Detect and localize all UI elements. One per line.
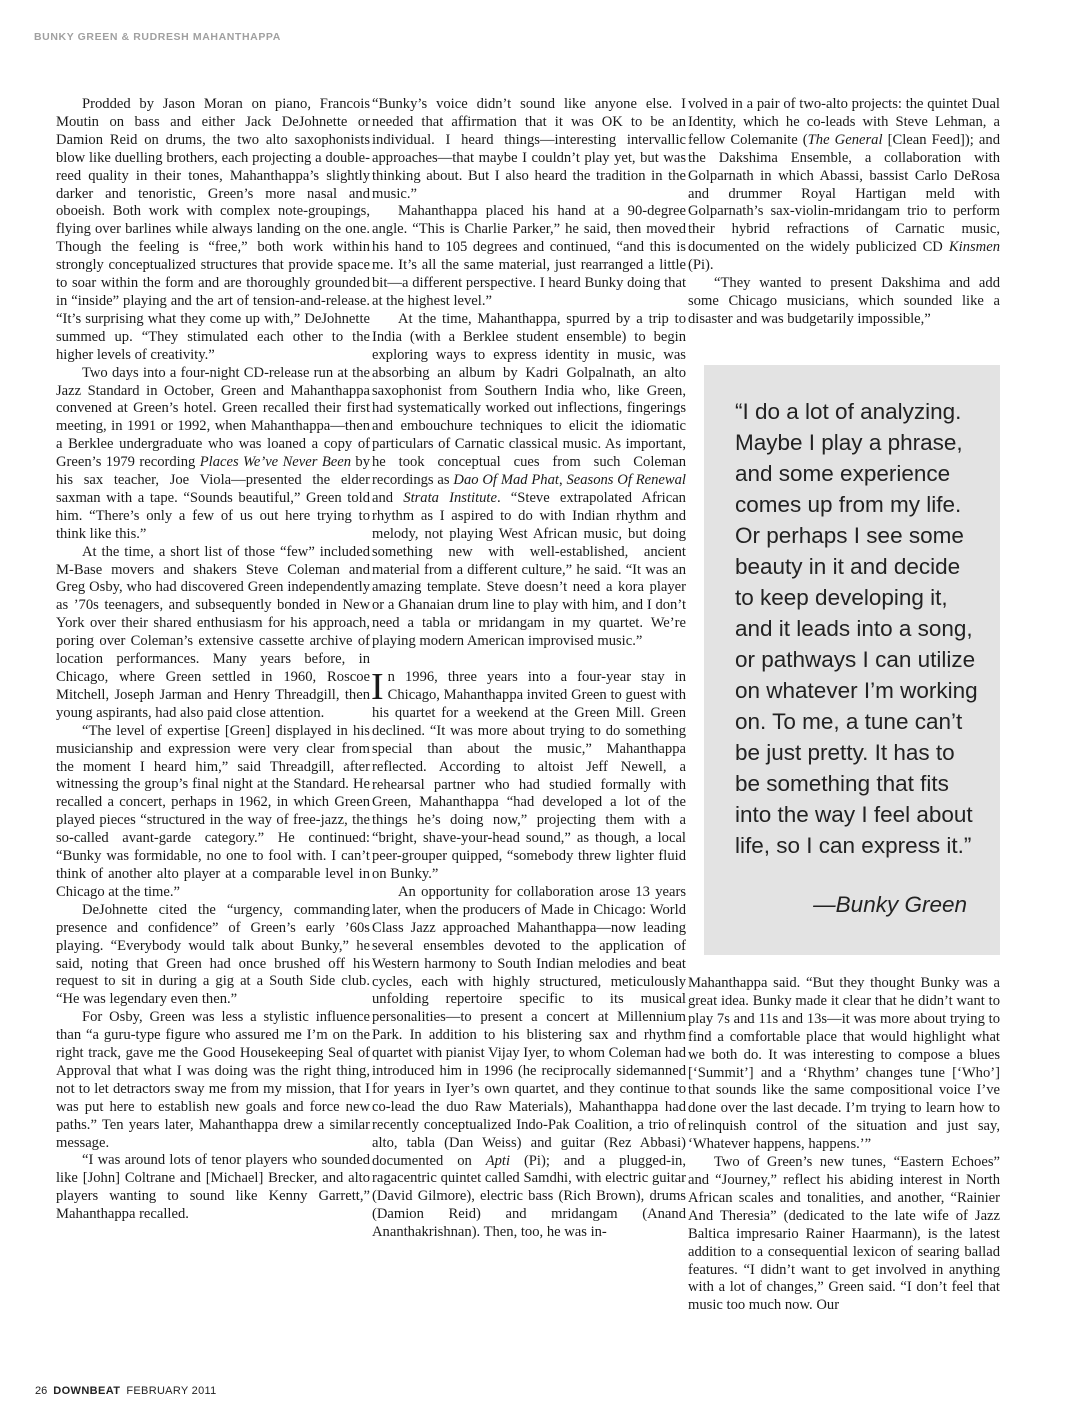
body-paragraph: Two of Green’s new tunes, “Eastern Echoes” and “Journey,” reflect his abiding interest in North African scales and tonalities, and another, “Rainier And Theresia” (dedicated to the late wife of Jazz Baltica impresario Rainer Haarmann), is the latest addition to a consequential lexicon of searing ballad features. “I didn’t want to get involved in anything with a lot of changes,” Green said. “I don’t feel that music too much now. Our xyxy=(688,1154,1000,1314)
pullquote-attribution: —Bunky Green xyxy=(813,892,967,917)
issue-date: FEBRUARY 2011 xyxy=(126,1385,217,1397)
article-column-2 xyxy=(372,96,686,1242)
article-column-3-top xyxy=(688,96,1000,329)
magazine-name: DOWNBEAT xyxy=(53,1385,121,1397)
album-title: The General xyxy=(807,131,883,148)
album-title: Places We’ve Never Been xyxy=(199,454,351,471)
drop-cap: I xyxy=(371,666,384,709)
article-column-1 xyxy=(56,96,370,1224)
section-paragraph: In 1996, three years into a four-year stay in Chicago, Mahanthappa invited Green to guest with his quartet for a weekend at the Green Mill. Green declined. “It was more about trying to do something special than about the music,” Mahanthappa reflected. According to altoist Jeff Newell, a rehearsal partner who had studied formally with Green, Mahanthappa “had developed a lot of the things he’s doing now,” projecting them with a “bright, shave-your-head sound,” as though, a local peer-grouper quipped, “somebody threw lighter fluid on Bunky.” xyxy=(371,666,686,883)
article-column-3-bottom xyxy=(688,975,1000,1315)
body-paragraph: “They wanted to present Dakshima and add some Chicago musicians, which sounded like a disaster and was budgetarily impossible,” xyxy=(688,275,1000,327)
body-paragraph: Two days into a four-night CD-release run at the Jazz Standard in October, Green and Mahanthappa convened at Green’s hotel. Green recalled their first meeting, in 1991 or 1992, when Mahanthappa—then a Berklee undergraduate who was loaned a copy of Green’s 1979 recording Places We’ve Never Been by his sax teacher, Joe Viola—presented the elder saxman with a tape. “Sounds beautiful,” Green told him. “There’s only a few of us out here trying to think like this.” xyxy=(56,364,371,542)
body-paragraph: Prodded by Jason Moran on piano, Francois Moutin on bass and either Jack DeJohnette or Damion Reid on drums, the two alto saxophonists blow like duelling brothers, each projecting a double-reed quality in their tones, Mahanthappa’s slightly darker and tenoristic, Green’s more nasal and oboeish. Both work with complex note-groupings, flying over barlines while always landing on the one. Though the feeling is “free,” both work within strongly conceptualized structures that provide space to soar within the form and are thoroughly grounded in “inside” playing and the art of tension-and-release. “It’s surprising what they come up with,” DeJohnette summed up. “They stimulated each other to the higher levels of creativity.” xyxy=(56,96,370,363)
album-title: Seasons Of Renewal xyxy=(566,472,686,489)
pullquote-text: “I do a lot of analyzing. Maybe I play a phrase, and some experience comes up from my life. Or perhaps I see some beauty in it and decide to keep developing it, and it leads into a song, or pathways I can utilize on whatever I’m working on. To me, a tune can’t be just pretty. It has to be something that fits into the way I feel about life, so I can express it.” xyxy=(735,399,978,858)
body-paragraph: DeJohnette cited the “urgency, commanding presence and confidence” of Green’s early ’60s playing. “Everybody would talk about Bunky,” he said, noting that Green had once brushed off his request to sit in during a gig at a South Side club. “He was legendary even then.” xyxy=(56,901,370,1008)
body-paragraph: At the time, Mahanthappa, spurred by a trip to India (with a Berklee student ensemble) to begin exploring ways to express identity in music, was absorbing an album by Kadri Golpalnath, an alto saxophonist from Southern India who, like Green, had systematically worked out inflections, fingerings and embouchure techniques to elicit the idiomatic particulars of Carnatic classical music. As important, he took conceptual cues from such Coleman recordings as Dao Of Mad Phat, Seasons Of Renewal and Strata Institute. “Steve extrapolated African rhythm as I aspired to do with Indian rhythm and melody, not playing West African music, but doing something new with well-established, ancient material from a different culture,” he said. “It was an amazing template. Steve doesn’t need a kora player or a Ghanaian drum line to play with him, and I don’t need a tabla or mridangam in my quartet. We’re playing modern American improvised music.” xyxy=(372,310,686,650)
body-paragraph: At the time, a short list of those “few” included M-Base movers and shakers Steve Coleman and Greg Osby, who had discovered Green independently as ’70s teenagers, and subsequently bonded in New York over their shared enthusiasm for his approach, poring over Coleman’s extensive cassette archive of location performances. Many years before, in Chicago, where Green settled in 1960, Roscoe Mitchell, Joseph Jarman and Henry Threadgill, then young aspirants, had also paid close attention. xyxy=(56,543,370,721)
body-paragraph: An opportunity for collaboration arose 13 years later, when the producers of Made in Chicago: World Class Jazz approached Mahanthappa—now leading several ensembles devoted to the application of Western harmony to South Indian melodies and beat cycles, each with highly structured, meticulously unfolding repertoire specific to its musical personalities—to present a concert at Millennium Park. In addition to his blistering sax and rhythm quartet with pianist Vijay Iyer, to whom Coleman had introduced him in 1996 (he reciprocally sidemanned for years in Iyer’s own quartet, and they continue to co-lead the duo Raw Materials), Mahanthappa had recently conceptualized Indo-Pak Coalition, a trio of alto, tabla (Dan Weiss) and guitar (Rez Abbasi) documented on Apti (Pi); and a plugged-in, ragacentric quintet called Samdhi, with electric guitar (David Gilmore), electric bass (Rich Brown), drums (Damion Reid) and mridangam (Anand Ananthakrishnan). Then, too, he was in- xyxy=(372,883,687,1241)
body-paragraph: Mahanthappa said. “But they thought Bunky was a great idea. Bunky made it clear that he didn’t want to play 7s and 11s and 13s—it was more about trying to find a comfortable place that would highlight what we both do. It was interesting to compose a blues [‘Summit’] and a ‘Rhythm’ changes tune [‘Who’] that sounds like the same compositional voice I’ve done over the last decade. I’m trying to learn how to relinquish control of the situation and just say, ‘Whatever happens, happens.’” xyxy=(688,975,1000,1153)
page-folio xyxy=(35,1385,217,1397)
album-title: Kinsmen xyxy=(948,239,1000,256)
body-paragraph: For Osby, Green was less a stylistic influence than “a guru-type figure who assured me I’m on the right track, gave me the Good Housekeeping Seal of Approval that what I was doing was the right thing, not to let detractors sway me from my mission, that I was put here to establish new goals and force new paths.” Ten years later, Mahanthappa drew a similar message. xyxy=(56,1009,370,1151)
body-paragraph: “Bunky’s voice didn’t sound like anyone else. I needed that affirmation that it was OK to be an individual. I heard things—interesting intervallic approaches—that maybe I couldn’t play yet, but was thinking about. But I also heard the tradition in the music.” xyxy=(372,96,686,202)
body-paragraph: “I was around lots of tenor players who sounded like [John] Coltrane and [Michael] Brecker, and alto players wanting to sound like Kenny Garrett,” Mahanthappa recalled. xyxy=(56,1152,370,1223)
body-paragraph: “The level of expertise [Green] displayed in his musicianship and expression were very clear from the moment I heard him,” said Threadgill, after witnessing the group’s final night at the Standard. He recalled a concert, perhaps in 1962, in which Green played pieces “structured in the way of free-jazz, the so-called avant-garde category.” He continued: “Bunky was formidable, no one to fool with. I can’t think of another alto player at a comparable level in Chicago at the time.” xyxy=(56,722,370,900)
body-paragraph: volved in a pair of two-alto projects: the quintet Dual Identity, which he co-leads with Steve Lehman, a fellow Colemanite (The General [Clean Feed]); and the Dakshima Ensemble, a collaboration with Golparnath in which Abassi, bassist Carlo DeRosa and drummer Royal Hartigan meld with Golparnath’s sax-violin-mridangam trio to perform their hybrid refractions of Carnatic music, documented on the widely publicized CD Kinsmen (Pi). xyxy=(688,96,1000,274)
album-title: Dao Of Mad Phat xyxy=(453,472,559,489)
album-title: Strata Institute xyxy=(403,489,497,506)
body-paragraph: Mahanthappa placed his hand at a 90-degree angle. “This is Charlie Parker,” he said, then moved his hand to 105 degrees and continued, “and this is me. It’s all the same material, just rearranged a little bit—a different perspective. I heard Bunky doing that at the highest level.” xyxy=(372,203,686,309)
page-number: 26 xyxy=(35,1385,48,1397)
running-head: BUNKY GREEN & RUDRESH MAHANTHAPPA xyxy=(34,31,281,43)
album-title: Apti xyxy=(485,1152,511,1169)
